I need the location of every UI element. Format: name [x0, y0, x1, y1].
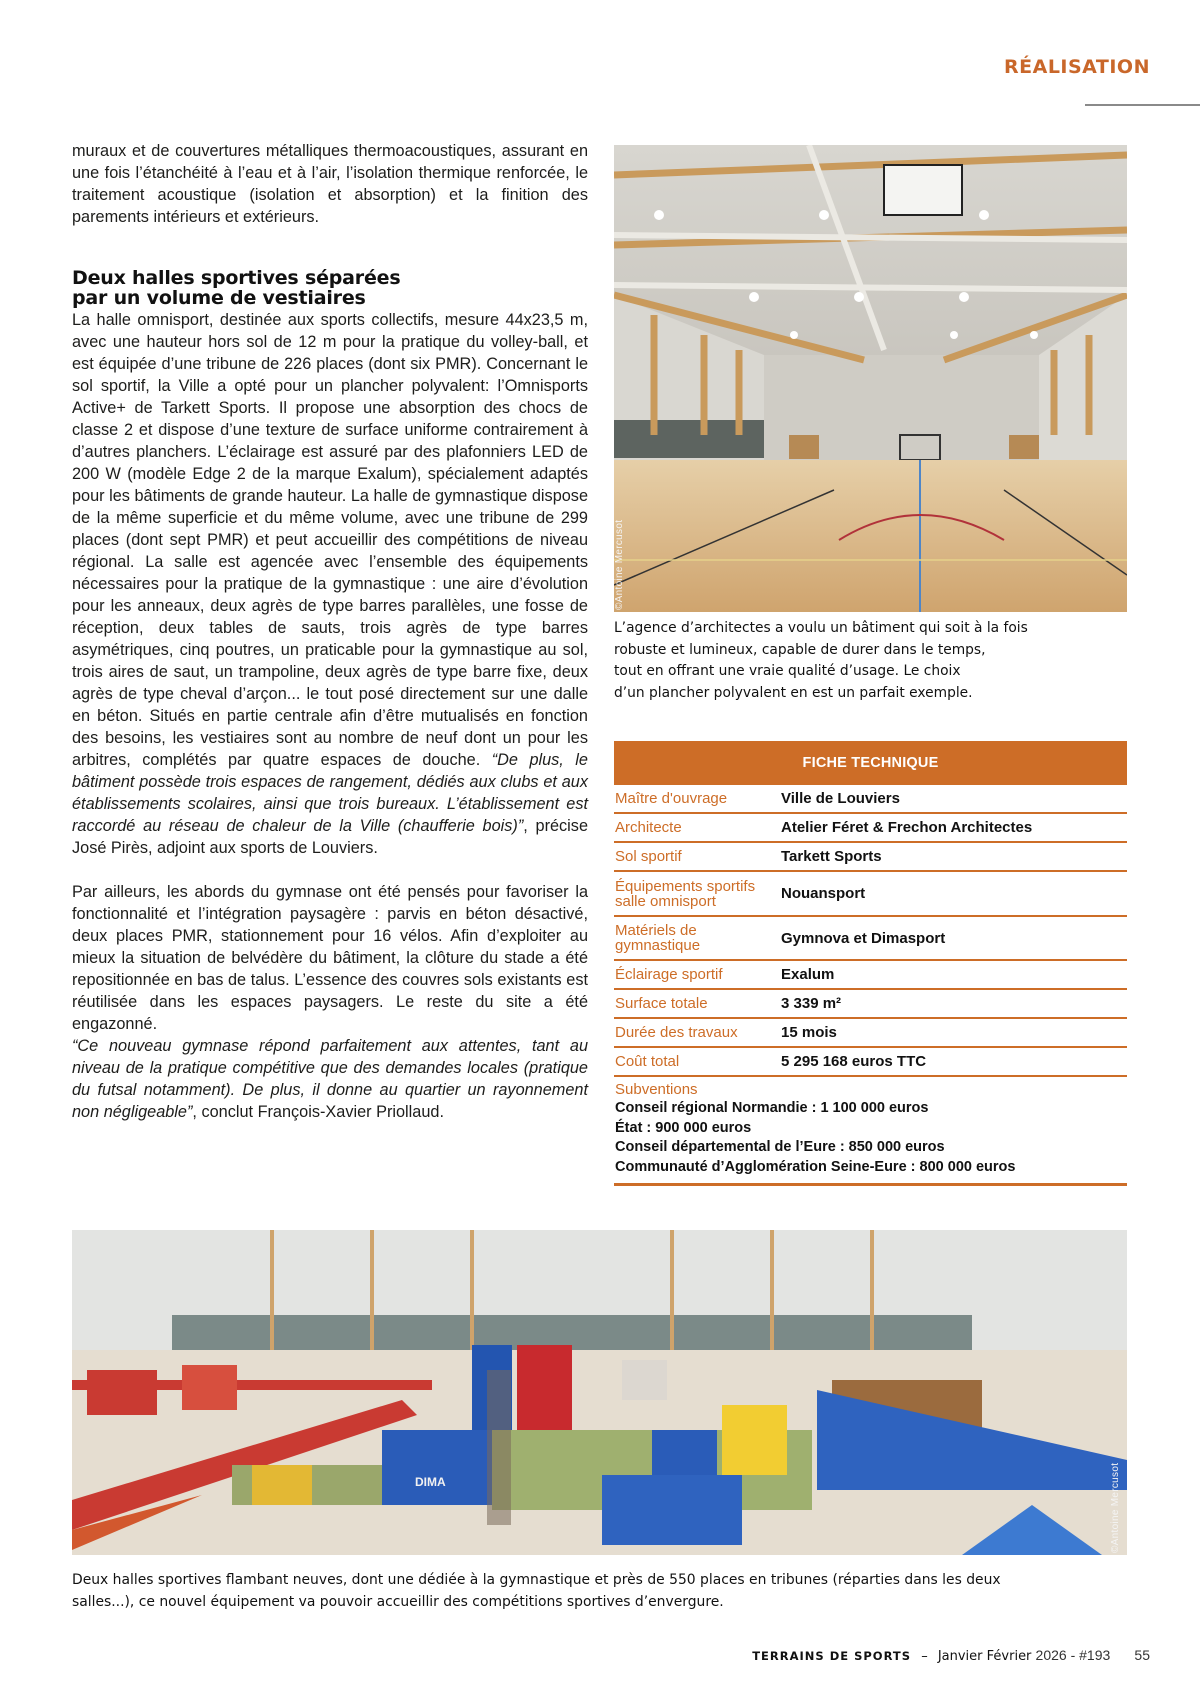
fiche-value: Tarkett Sports — [781, 848, 882, 865]
caption-line: tout en offrant une vraie qualité d’usage. Le choix — [614, 663, 961, 679]
article-intro: muraux et de couvertures métalliques thermoacoustiques, assurant en une fois l’étanchéité à l’eau et à l’air, l’isolation thermique renforcée, le traitement acoustique (isolation et absorption) et la finition des parements intérieurs et extérieurs. — [72, 142, 588, 226]
fiche-value: 15 mois — [781, 1024, 837, 1041]
fiche-row-materiels — [614, 917, 1127, 961]
subventions-title: Subventions — [615, 1081, 698, 1098]
fiche-label: Éclairage sportif — [615, 966, 723, 983]
magazine-name: TERRAINS DE SPORTS — [752, 1649, 912, 1663]
article-body — [72, 140, 588, 1123]
issue-number: 2026 - #193 — [1035, 1647, 1111, 1663]
article-paragraph-3 — [72, 1035, 588, 1123]
fiche-row-sol-sportif — [614, 843, 1127, 872]
fiche-row-duree — [614, 1019, 1127, 1048]
quote-attribution: , conclut François-Xavier Priollaud. — [192, 1103, 444, 1121]
article-subheading — [72, 268, 588, 308]
photo-credit: ©Antoine Mercusot — [1110, 1462, 1121, 1553]
caption-line: Deux halles sportives flambant neuves, dont une dédiée à la gymnastique et près de 550 places en tribunes (réparties dans les deux — [72, 1572, 1001, 1588]
caption-line: L’agence d’architectes a voulu un bâtiment qui soit à la fois — [614, 620, 1028, 636]
fiche-row-maitre-ouvrage — [614, 785, 1127, 814]
fiche-label: Sol sportif — [615, 848, 682, 865]
fiche-label: Surface totale — [615, 995, 708, 1012]
article-paragraph-2: Par ailleurs, les abords du gymnase ont été pensés pour favoriser la fonctionnalité et l’intégration paysagère : parvis en béton désactivé, deux places PMR, stationnement pour 16 vélos. Afin d’exploiter au mieux la situation de belvédère du bâtiment, la clôture du stade a été repositionnée en bas de talus. L’essence des couvres sols existants est réutilisée dans les espaces paysagers. Le reste du site a été engazonné. — [72, 883, 588, 1033]
subvention-item: Conseil départemental de l’Eure : 850 000 euros — [615, 1139, 945, 1155]
fiche-value: Ville de Louviers — [781, 790, 900, 807]
fiche-title: FICHE TECHNIQUE — [614, 741, 1127, 785]
fiche-row-eclairage — [614, 961, 1127, 990]
article-paragraph-1 — [72, 309, 588, 859]
fiche-row-cout — [614, 1048, 1127, 1077]
page-footer — [700, 1647, 1150, 1664]
fiche-label: Équipements sportifs salle omnisport — [615, 877, 756, 910]
mat-brand-label: DIMA — [415, 1475, 446, 1489]
fiche-value: Exalum — [781, 966, 835, 983]
subheading-line-2: par un volume de vestiaires — [72, 287, 366, 309]
photo-bottom-caption — [72, 1569, 1132, 1613]
issue-month: Janvier Février — [937, 1649, 1032, 1664]
fiche-label: Architecte — [615, 819, 682, 836]
footer-separator: – — [921, 1649, 928, 1664]
caption-line: salles...), ce nouvel équipement va pouvoir accueillir des compétitions sportives d’envergure. — [72, 1594, 724, 1610]
subvention-item: État : 900 000 euros — [615, 1119, 752, 1136]
fiche-value: Atelier Féret & Frechon Architectes — [781, 819, 1033, 836]
caption-line: d’un plancher polyvalent en est un parfait exemple. — [614, 684, 973, 701]
omnisport-hall-image — [614, 145, 1127, 612]
gymnastics-hall-image — [72, 1230, 1127, 1555]
page-number: 55 — [1134, 1647, 1150, 1663]
paragraph-text: La halle omnisport, destinée aux sports collectifs, mesure 44x23,5 m, avec une hauteur hors sol de 12 m pour la pratique du volley-ball, et est équipée d’une tribune de 226 places (dont six PMR). Concernant le sol sportif, la Ville a opté pour un plancher polyvalent: l’Omnisports Active+ de Tarkett Sports. Il propose une absorption des chocs de classe 2 et dispose d’une texture de surface uniforme contrairement à d’autres planchers. L’éclairage est assuré par des plafonniers LED de 200 W (modèle Edge 2 de la marque Exalum), spécialement adaptés pour les bâtiments de grande hauteur. La halle de gymnastique dispose de la même superficie et du même volume, avec une tribune de 299 places (dont sept PMR) et peut accueillir des compétitions de niveau régional. La salle est agencée avec l’ensemble des équipements nécessaires pour la pratique de la gymnastique : une aire d’évolution pour les anneaux, deux agrès de type barres parallèles, une fosse de réception, deux tables de sauts, trois agrès de type barres asymétriques, cinq poutres, un praticable pour la gymnastique au sol, trois aires de saut, un trampoline, deux agrès de type barre fixe, deux agrès de type cheval d’arçon... le tout posé directement sur une dalle en béton. Situés en partie centrale afin d’être mutualisés en fonction des besoins, les vestiaires sont au nombre de neuf dont un pour les arbitres, complétés par quatre espaces de douche. — [72, 311, 588, 769]
fiche-label: Coût total — [615, 1053, 680, 1070]
quote-attribution: , précise José Pirès, adjoint aux sports de Louviers. — [72, 817, 588, 857]
caption-line: robuste et lumineux, capable de durer dans le temps, — [614, 641, 986, 658]
fiche-value: Gymnova et Dimasport — [781, 929, 946, 947]
fiche-value: 5 295 168 euros TTC — [781, 1053, 927, 1070]
quote-priollaud: “Ce nouveau gymnase répond parfaitement aux attentes, tant au niveau de la pratique compétitive que des demandes locales (pratique du futsal notamment). De plus, il donne au quartier un rayonnement non négligeable” — [72, 1037, 588, 1121]
fiche-subventions — [614, 1077, 1127, 1186]
photo-omnisport-hall — [614, 145, 1127, 612]
fiche-technique — [614, 741, 1127, 1186]
fiche-value: Nouansport — [781, 885, 866, 902]
fiche-label: Durée des travaux — [615, 1024, 738, 1041]
photo-gymnastics-hall — [72, 1230, 1127, 1555]
subvention-item: Communauté d’Agglomération Seine-Eure : 800 000 euros — [615, 1158, 1016, 1175]
photo-credit: ©Antoine Mercusot — [614, 519, 625, 610]
fiche-label: Maître d'ouvrage — [615, 790, 728, 807]
header-rule — [1085, 104, 1200, 106]
fiche-value: 3 339 m² — [781, 995, 842, 1012]
fiche-row-architecte — [614, 814, 1127, 843]
fiche-row-surface — [614, 990, 1127, 1019]
subvention-item: Conseil régional Normandie : 1 100 000 euros — [615, 1100, 929, 1116]
fiche-label: Matériels de gymnastique — [615, 922, 701, 954]
photo-top-caption — [614, 618, 1127, 704]
quote-jose-pires: “De plus, le bâtiment possède trois espaces de rangement, dédiés aux clubs et aux établissements scolaires, ainsi que trois bureaux. L’établissement est raccordé au réseau de chaleur de la Ville (chaufferie bois)” — [72, 751, 588, 835]
fiche-row-equipements — [614, 872, 1127, 917]
subheading-line-1: Deux halles sportives séparées — [72, 267, 401, 289]
section-label: RÉALISATION — [1004, 56, 1150, 78]
